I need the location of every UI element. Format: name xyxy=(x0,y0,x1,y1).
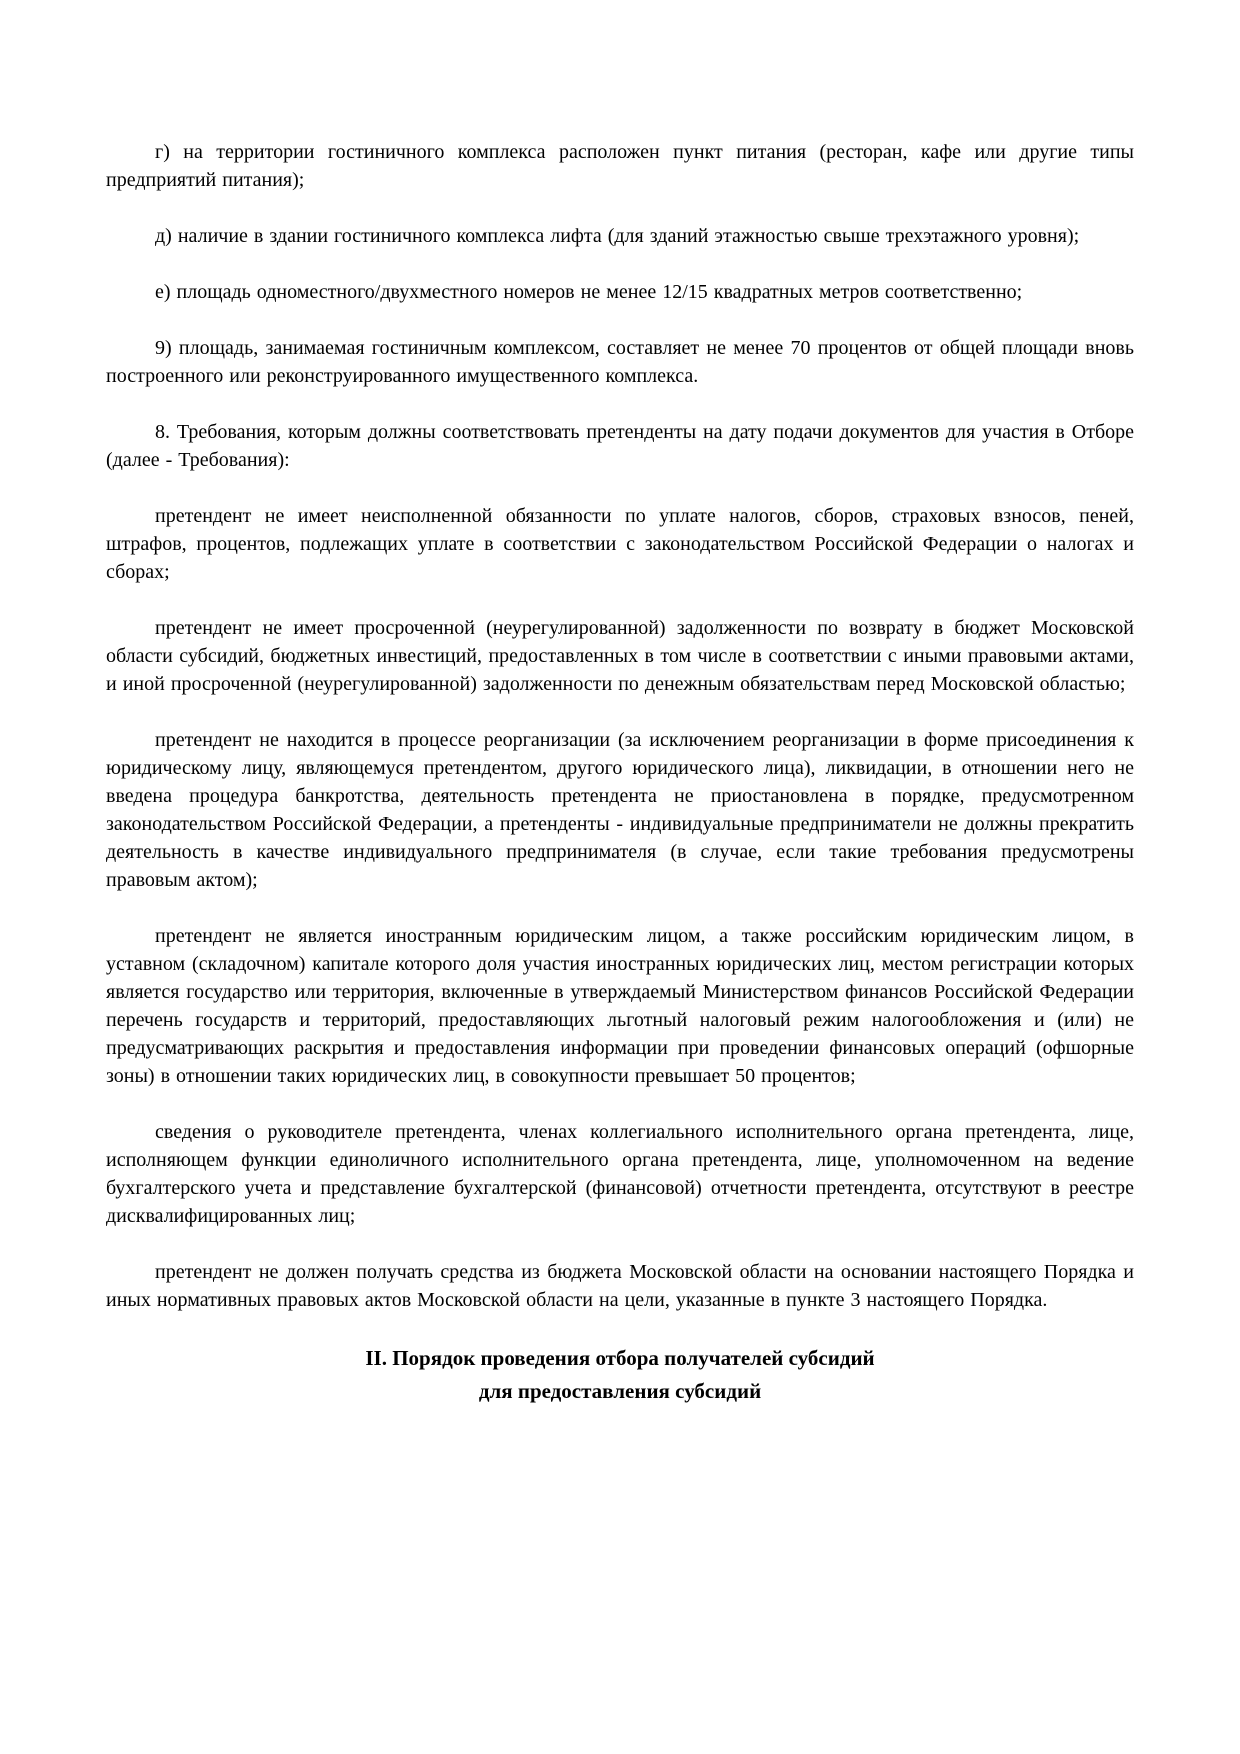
paragraph-subitem-d: д) наличие в здании гостиничного комплекса лифта (для зданий этажностью свыше трехэтажного уровня); xyxy=(155,225,1080,247)
paragraph-requirement-reorganization: претендент не находится в процессе реорганизации (за исключением реорганизации в форме присоединения к юридическому лицу, являющемуся претендентом, другого юридического лица), ликвидации, в отношении него не введена процедура банкротства, деятельность претендента не приостановлена в порядке, предусмотренном законодательством Российской Федерации, а претенденты - индивидуальные предприниматели не должны прекратить деятельность в качестве индивидуального предпринимателя (в случае, если такие требования предусмотрены правовым актом); xyxy=(106,729,1134,891)
section-heading-line2: для предоставления субсидий xyxy=(478,1379,762,1403)
paragraph-requirement-taxes: претендент не имеет неисполненной обязанности по уплате налогов, сборов, страховых взносов, пеней, штрафов, процентов, подлежащих уплате в соответствии с законодательством Российской Федерации о налогах и сборах; xyxy=(106,505,1134,583)
paragraph-subitem-g: г) на территории гостиничного комплекса расположен пункт питания (ресторан, кафе или другие типы предприятий питания); xyxy=(106,141,1134,191)
paragraph-requirement-foreign-entity: претендент не является иностранным юридическим лицом, а также российским юридическим лицом, в уставном (складочном) капитале которого доля участия иностранных юридических лиц, местом регистрации которых является государство или территория, включенные в утверждаемый Министерством финансов Российской Федерации перечень государств и территорий, предоставляющих льготный налоговый режим налогообложения и (или) не предусматривающих раскрытия и предоставления информации при проведении финансовых операций (офшорные зоны) в отношении таких юридических лиц, в совокупности превышает 50 процентов; xyxy=(106,925,1134,1087)
section-heading-line1: II. Порядок проведения отбора получателей субсидий xyxy=(365,1346,875,1370)
paragraph-requirement-no-double-funding: претендент не должен получать средства из бюджета Московской области на основании настоящего Порядка и иных нормативных правовых актов Московской области на цели, указанные в пункте 3 настоящего Порядка. xyxy=(106,1261,1134,1311)
paragraph-subitem-area: 9) площадь, занимаемая гостиничным комплексом, составляет не менее 70 процентов от общей площади вновь построенного или реконструированного имущественного комплекса. xyxy=(106,337,1134,387)
paragraph-point-8-intro: 8. Требования, которым должны соответствовать претенденты на дату подачи документов для участия в Отборе (далее - Требования): xyxy=(106,421,1134,471)
paragraph-requirement-disqualified-register: сведения о руководителе претендента, членах коллегиального исполнительного органа претендента, лице, исполняющем функции единоличного исполнительного органа претендента, лице, уполномоченном на ведение бухгалтерского учета и представление бухгалтерской (финансовой) отчетности претендента, отсутствуют в реестре дисквалифицированных лиц; xyxy=(106,1121,1134,1227)
paragraph-subitem-e: е) площадь одноместного/двухместного номеров не менее 12/15 квадратных метров соответственно; xyxy=(155,281,1023,303)
paragraph-requirement-debt: претендент не имеет просроченной (неурегулированной) задолженности по возврату в бюджет Московской области субсидий, бюджетных инвестиций, предоставленных в том числе в соответствии с иными правовыми актами, и иной просроченной (неурегулированной) задолженности по денежным обязательствам перед Московской областью; xyxy=(106,617,1134,695)
section-heading xyxy=(106,1342,1134,1408)
